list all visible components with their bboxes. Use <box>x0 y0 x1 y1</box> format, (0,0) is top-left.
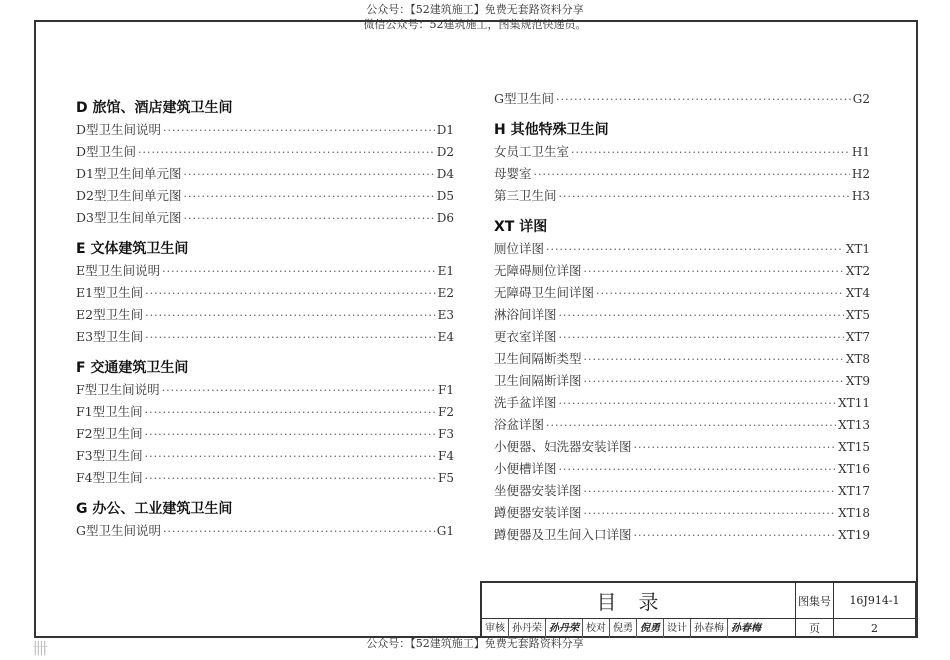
section-heading: G 办公、工业建筑卫生间 <box>76 501 233 517</box>
dot-leader <box>183 186 434 208</box>
section-heading: D 旅馆、酒店建筑卫生间 <box>76 100 233 116</box>
dot-leader <box>145 305 436 327</box>
entry-title: 更衣室详图 <box>494 329 557 344</box>
toc-entry[interactable] <box>494 304 870 326</box>
dot-leader <box>145 424 436 446</box>
entry-page: XT11 <box>838 396 870 410</box>
dot-leader <box>556 89 851 111</box>
toc-left-column <box>76 88 454 542</box>
entry-page: H2 <box>851 167 870 181</box>
section-heading: E 文体建筑卫生间 <box>76 241 189 257</box>
entry-title: D2型卫生间单元图 <box>76 188 182 203</box>
toc-entry[interactable] <box>494 326 870 348</box>
entry-page: D5 <box>436 189 454 203</box>
dot-leader <box>145 468 436 490</box>
entry-page: D2 <box>436 145 454 159</box>
entry-page: XT9 <box>845 374 870 388</box>
atlas-number-label: 图集号 <box>796 583 834 619</box>
entry-page: H1 <box>851 145 870 159</box>
entry-page: XT5 <box>845 308 870 322</box>
toc-entry[interactable] <box>494 502 870 524</box>
toc-entry[interactable] <box>494 238 870 260</box>
section-heading: H 其他特殊卫生间 <box>494 122 609 138</box>
toc-entry[interactable] <box>494 436 870 458</box>
dot-leader <box>584 481 837 503</box>
page-label: 页 <box>796 619 834 638</box>
entry-title: 蹲便器安装详图 <box>494 505 582 520</box>
toc-entry[interactable] <box>494 282 870 304</box>
toc-entry[interactable] <box>494 458 870 480</box>
toc-entry[interactable] <box>76 119 454 141</box>
dot-leader <box>584 503 837 525</box>
dot-leader <box>584 371 844 393</box>
dot-leader <box>559 393 837 415</box>
dot-leader <box>183 208 434 230</box>
entry-title: D3型卫生间单元图 <box>76 210 182 225</box>
entry-title: D型卫生间说明 <box>76 122 162 137</box>
check-label: 校对 <box>583 619 610 638</box>
entry-title: E3型卫生间 <box>76 329 144 344</box>
entry-title: F3型卫生间 <box>76 448 143 463</box>
watermark-top-line2: 微信公众号：52建筑施工，图集规范快递员。 <box>363 18 587 31</box>
toc-entry[interactable] <box>494 392 870 414</box>
toc-entry[interactable] <box>494 141 870 163</box>
dot-leader <box>634 437 837 459</box>
dot-leader <box>546 415 836 437</box>
dot-leader <box>571 142 850 164</box>
toc-section <box>494 119 870 207</box>
dot-leader <box>163 120 435 142</box>
entry-page: XT2 <box>845 264 870 278</box>
signature-row <box>482 619 796 638</box>
entry-page: XT1 <box>845 242 870 256</box>
entry-title: E2型卫生间 <box>76 307 144 322</box>
entry-title: 坐便器安装详图 <box>494 483 582 498</box>
entry-page: F1 <box>438 383 454 397</box>
entry-title: 母婴室 <box>494 166 532 181</box>
dot-leader <box>162 380 436 402</box>
dot-leader <box>596 283 844 305</box>
section-heading: XT 详图 <box>494 219 548 235</box>
toc-section <box>76 238 454 348</box>
entry-title: 浴盆详图 <box>494 417 545 432</box>
watermark-bottom: 公众号：【52建筑施工】免费无套路资料分享 <box>366 637 584 650</box>
entry-title: E1型卫生间 <box>76 285 144 300</box>
toc-entry[interactable] <box>76 467 454 489</box>
entry-page: E4 <box>437 330 454 344</box>
dot-leader <box>145 327 436 349</box>
entry-title: 小便槽详图 <box>494 461 557 476</box>
toc-entry[interactable] <box>76 326 454 348</box>
review-label: 审核 <box>482 619 509 638</box>
entry-page: XT4 <box>845 286 870 300</box>
toc-section <box>76 357 454 489</box>
entry-title: G型卫生间 <box>494 91 554 106</box>
toc-entry[interactable] <box>494 163 870 185</box>
dot-leader <box>559 327 844 349</box>
design-signature: 孙春梅 <box>731 623 761 634</box>
dot-leader <box>162 261 435 283</box>
toc-entry[interactable] <box>494 260 870 282</box>
entry-title: 淋浴间详图 <box>494 307 557 322</box>
entry-title: F型卫生间说明 <box>76 382 160 397</box>
toc-entry[interactable] <box>494 348 870 370</box>
entry-page: XT15 <box>838 440 870 454</box>
entry-page: G2 <box>852 92 870 106</box>
entry-title: 小便器、妇洗器安装详图 <box>494 439 632 454</box>
toc-entry[interactable] <box>76 141 454 163</box>
check-signature: 倪勇 <box>637 619 664 638</box>
entry-page: D6 <box>436 211 454 225</box>
dot-leader <box>584 349 844 371</box>
corner-mark-icon: 卌 <box>32 639 49 658</box>
toc-entry[interactable] <box>76 423 454 445</box>
atlas-number: 16J914-1 <box>834 583 916 619</box>
entry-title: D型卫生间 <box>76 144 137 159</box>
entry-page: F3 <box>438 427 454 441</box>
toc-entry[interactable] <box>76 163 454 185</box>
design-label: 设计 <box>664 619 691 638</box>
toc-section <box>76 498 454 542</box>
dot-leader <box>163 521 435 543</box>
title-block <box>480 581 916 638</box>
entry-page: XT17 <box>838 484 870 498</box>
dot-leader <box>584 261 844 283</box>
toc-entry[interactable] <box>76 282 454 304</box>
entry-page: F4 <box>438 449 454 463</box>
entry-title: G型卫生间说明 <box>76 523 161 538</box>
entry-page: D4 <box>436 167 454 181</box>
toc-entry[interactable] <box>76 185 454 207</box>
entry-page: F5 <box>438 471 454 485</box>
entry-title: D1型卫生间单元图 <box>76 166 182 181</box>
section-heading: F 交通建筑卫生间 <box>76 360 189 376</box>
toc-section <box>494 216 870 546</box>
toc-entry[interactable] <box>494 185 870 207</box>
design-name: 孙春梅 <box>691 619 728 638</box>
toc-entry[interactable] <box>76 207 454 229</box>
review-signature: 孙丹荣 <box>546 619 583 638</box>
entry-page: XT8 <box>845 352 870 366</box>
toc-entry[interactable] <box>76 520 454 542</box>
dot-leader <box>546 239 844 261</box>
page-number: 2 <box>834 619 916 638</box>
entry-page: H3 <box>851 189 870 203</box>
toc-entry[interactable] <box>76 260 454 282</box>
dot-leader <box>145 446 436 468</box>
entry-title: F2型卫生间 <box>76 426 143 441</box>
entry-title: 厕位详图 <box>494 241 545 256</box>
entry-title: 洗手盆详图 <box>494 395 557 410</box>
entry-page: E1 <box>437 264 454 278</box>
toc-section <box>494 88 870 110</box>
toc-entry[interactable] <box>494 414 870 436</box>
title-block-title: 目录 <box>482 583 796 619</box>
entry-page: XT13 <box>838 418 870 432</box>
dot-leader <box>634 525 837 547</box>
dot-leader <box>183 164 434 186</box>
entry-title: F4型卫生间 <box>76 470 143 485</box>
entry-title: 女员工卫生室 <box>494 144 570 159</box>
toc-entry[interactable] <box>494 370 870 392</box>
dot-leader <box>534 164 850 186</box>
review-name: 孙丹荣 <box>509 619 546 638</box>
toc-entry[interactable] <box>494 524 870 546</box>
dot-leader <box>559 186 850 208</box>
dot-leader <box>145 402 436 424</box>
dot-leader <box>145 283 436 305</box>
entry-page: XT7 <box>845 330 870 344</box>
entry-page: F2 <box>438 405 454 419</box>
toc-entry[interactable] <box>76 379 454 401</box>
toc-entry[interactable] <box>76 445 454 467</box>
entry-page: E3 <box>437 308 454 322</box>
dot-leader <box>559 305 844 327</box>
dot-leader <box>559 459 837 481</box>
entry-page: G1 <box>436 524 454 538</box>
entry-title: 卫生间隔断类型 <box>494 351 582 366</box>
entry-page: XT18 <box>838 506 870 520</box>
toc-entry[interactable] <box>76 304 454 326</box>
entry-page: E2 <box>437 286 454 300</box>
toc-entry[interactable] <box>494 480 870 502</box>
toc-entry[interactable] <box>494 88 870 110</box>
entry-title: E型卫生间说明 <box>76 263 161 278</box>
toc-entry[interactable] <box>76 401 454 423</box>
entry-title: 无障碍卫生间详图 <box>494 285 595 300</box>
watermark-top-line1: 公众号：【52建筑施工】免费无套路资料分享 <box>366 3 584 16</box>
entry-page: XT16 <box>838 462 870 476</box>
toc-section <box>76 97 454 229</box>
entry-title: F1型卫生间 <box>76 404 143 419</box>
entry-title: 卫生间隔断详图 <box>494 373 582 388</box>
entry-title: 第三卫生间 <box>494 188 557 203</box>
entry-page: D1 <box>436 123 454 137</box>
entry-title: 无障碍厕位详图 <box>494 263 582 278</box>
check-name: 倪勇 <box>610 619 637 638</box>
entry-title: 蹲便器及卫生间入口详图 <box>494 527 632 542</box>
entry-page: XT19 <box>838 528 870 542</box>
toc-right-column <box>494 88 870 546</box>
dot-leader <box>138 142 435 164</box>
